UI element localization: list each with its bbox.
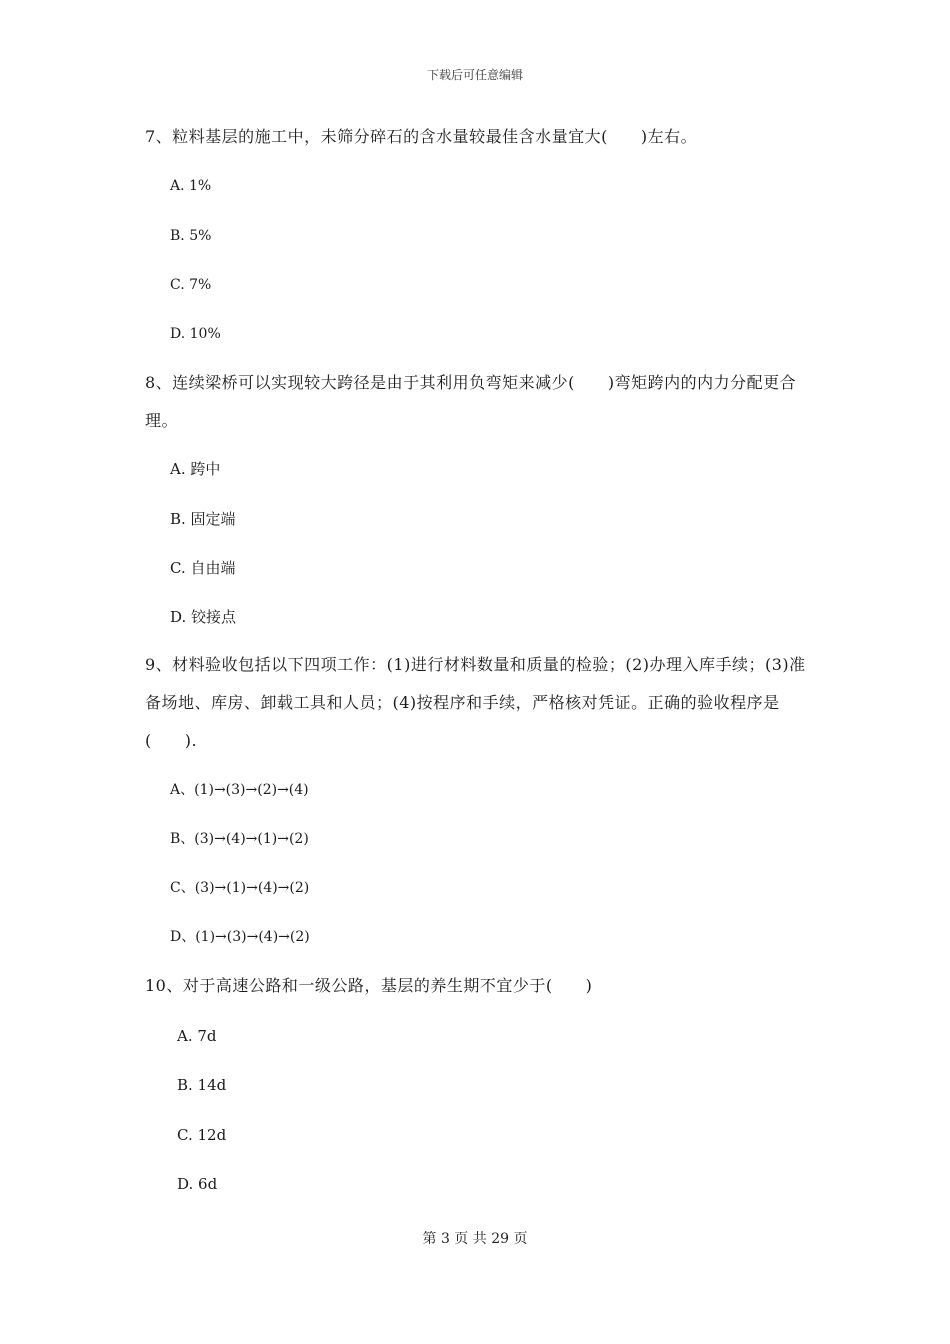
question-10-option-a: A. 7d xyxy=(177,1027,217,1045)
question-8-stem: 8、连续梁桥可以实现较大跨径是由于其利用负弯矩来减少( )弯矩跨内的内力分配更合理。 xyxy=(145,373,797,430)
question-8-option-d: D. 铰接点 xyxy=(170,608,237,626)
question-10-stem: 10、对于高速公路和一级公路，基层的养生期不宜少于( ) xyxy=(145,976,593,995)
question-8-option-b: B. 固定端 xyxy=(170,510,236,528)
question-9-option-d: D、(1)→(3)→(4)→(2) xyxy=(170,929,310,945)
page-footer: 第 3 页 共 29 页 xyxy=(422,1231,528,1247)
question-9-stem: 9、材料验收包括以下四项工作：(1)进行材料数量和质量的检验；(2)办理入库手续；(3)准备场地、库房、卸载工具和人员；(4)按程序和手续，严格核对凭证。正确的验收程序是( ). xyxy=(145,655,806,750)
question-8-option-a: A. 跨中 xyxy=(170,460,221,478)
page-header: 下载后可任意编辑 xyxy=(426,68,523,82)
question-7-option-d: D. 10% xyxy=(170,326,221,342)
question-7-stem: 7、粒料基层的施工中，未筛分碎石的含水量较最佳含水量宜大( )左右。 xyxy=(145,127,698,146)
question-7-option-c: C. 7% xyxy=(170,277,212,293)
question-10-option-c: C. 12d xyxy=(177,1126,227,1144)
question-9-option-c: C、(3)→(1)→(4)→(2) xyxy=(170,880,310,896)
question-8-option-c: C. 自由端 xyxy=(170,559,236,577)
question-7-option-a: A. 1% xyxy=(170,178,212,194)
question-7-option-b: B. 5% xyxy=(170,228,212,244)
question-10-option-b: B. 14d xyxy=(177,1076,227,1094)
question-9-option-a: A、(1)→(3)→(2)→(4) xyxy=(170,782,309,798)
question-9-option-b: B、(3)→(4)→(1)→(2) xyxy=(170,831,309,847)
question-10-option-d: D. 6d xyxy=(177,1175,218,1193)
